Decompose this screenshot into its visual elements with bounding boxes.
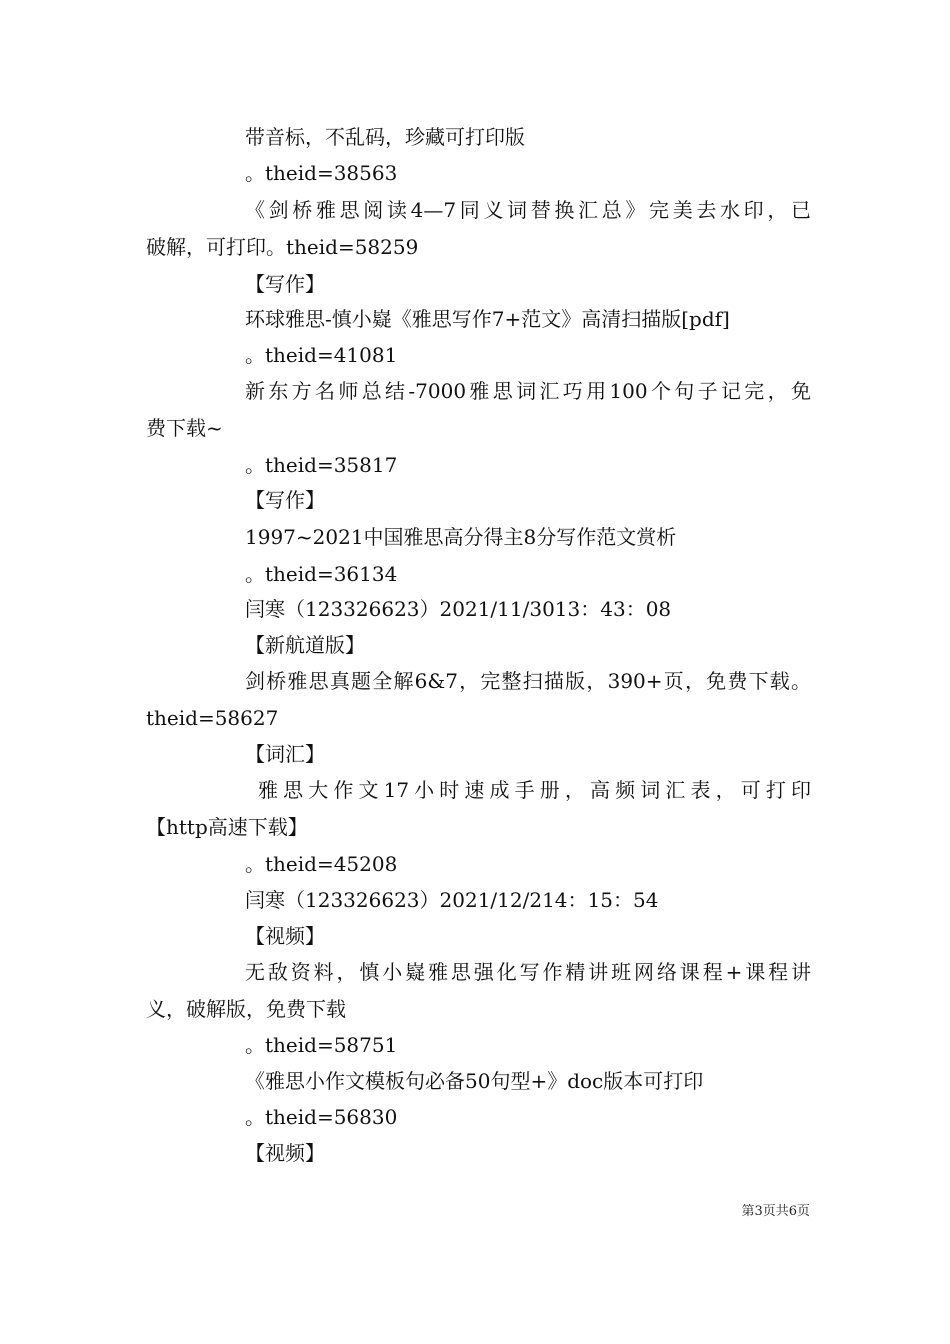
text-line: 带音标，不乱码，珍藏可打印版	[245, 125, 525, 149]
theid-line: 。theid=56830	[245, 1105, 398, 1129]
section-heading: 【词汇】	[245, 742, 325, 766]
theid-line: 。theid=35817	[245, 453, 398, 477]
author-timestamp: 闫寒（123326623）2021/12/214：15：54	[245, 888, 659, 912]
theid-line: 。theid=58751	[245, 1033, 398, 1057]
text-line: 雅思大作文17小时速成手册，高频词汇表，可打印	[258, 778, 811, 802]
section-heading: 【视频】	[245, 1141, 325, 1165]
author-timestamp: 闫寒（123326623）2021/11/3013：43：08	[245, 597, 672, 621]
text-line: 《雅思小作文模板句必备50句型+》doc版本可打印	[245, 1069, 704, 1093]
theid-line: 。theid=38563	[245, 161, 398, 185]
text-line: 义，破解版，免费下载	[146, 997, 346, 1021]
section-heading: 【视频】	[245, 924, 325, 948]
text-line: 环球雅思-慎小嶷《雅思写作7+范文》高清扫描版[pdf]	[245, 307, 730, 331]
text-line: 无敌资料，慎小嶷雅思强化写作精讲班网络课程+课程讲	[245, 960, 811, 984]
text-line: 费下载~	[146, 416, 223, 440]
text-line: 剑桥雅思真题全解6&7，完整扫描版，390+页，免费下载。	[245, 669, 811, 693]
theid-line: theid=58627	[146, 706, 279, 730]
theid-line: 。theid=36134	[245, 562, 398, 586]
text-line: 1997~2021中国雅思高分得主8分写作范文赏析	[245, 525, 677, 549]
section-heading: 【写作】	[245, 272, 325, 296]
text-line: 【http高速下载】	[146, 815, 308, 839]
text-line: 《剑桥雅思阅读4—7同义词替换汇总》完美去水印，已	[245, 198, 811, 222]
section-heading: 【写作】	[245, 488, 325, 512]
text-line: 新东方名师总结-7000雅思词汇巧用100个句子记完，免	[245, 379, 811, 403]
section-heading: 【新航道版】	[245, 633, 365, 657]
page-number-footer: 第3页共6页	[741, 1204, 810, 1219]
text-line: 破解，可打印。theid=58259	[146, 235, 419, 259]
theid-line: 。theid=45208	[245, 852, 398, 876]
theid-line: 。theid=41081	[245, 343, 398, 367]
